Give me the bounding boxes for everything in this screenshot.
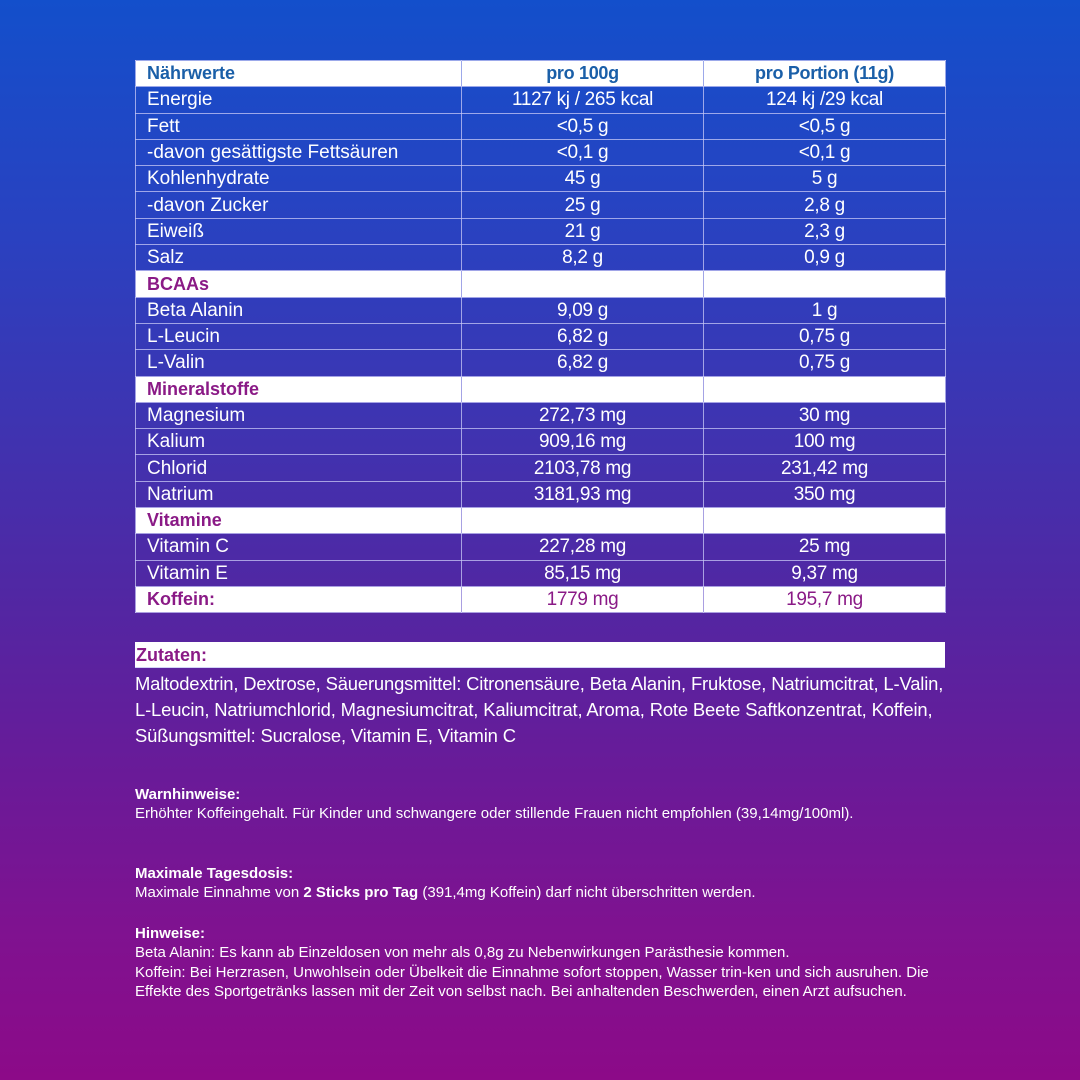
value-per-portion: 0,75 g xyxy=(704,350,946,376)
section-title: BCAAs xyxy=(136,271,462,297)
value-per-100g: 6,82 g xyxy=(462,323,704,349)
table-row xyxy=(136,402,946,428)
caffeine-row xyxy=(136,586,946,612)
nutrient-label: L-Valin xyxy=(136,350,462,376)
value-per-portion: <0,5 g xyxy=(704,113,946,139)
value-per-portion: 0,75 g xyxy=(704,323,946,349)
value-per-100g: <0,1 g xyxy=(462,139,704,165)
table-row xyxy=(136,481,946,507)
table-row xyxy=(136,139,946,165)
section-title: Mineralstoffe xyxy=(136,376,462,402)
table-row xyxy=(136,297,946,323)
value-per-100g: <0,5 g xyxy=(462,113,704,139)
ingredients-heading: Zutaten: xyxy=(135,642,945,668)
empty-cell xyxy=(704,508,946,534)
value-per-portion: 5 g xyxy=(704,166,946,192)
notes-heading: Hinweise: xyxy=(135,925,206,942)
value-per-100g: 1127 kj / 265 kcal xyxy=(462,87,704,113)
value-per-100g: 909,16 mg xyxy=(462,429,704,455)
nutrient-label: Magnesium xyxy=(136,402,462,428)
table-row xyxy=(136,455,946,481)
empty-cell xyxy=(462,508,704,534)
empty-cell xyxy=(462,376,704,402)
header-per-portion: pro Portion (11g) xyxy=(704,61,946,87)
value-per-portion: <0,1 g xyxy=(704,139,946,165)
nutrient-label: Kalium xyxy=(136,429,462,455)
max-dose-text-after: (391,4mg Koffein) darf nicht überschritten werden. xyxy=(418,884,756,901)
nutrient-label: Natrium xyxy=(136,481,462,507)
nutrient-label: -davon gesättigste Fettsäuren xyxy=(136,139,462,165)
table-row xyxy=(136,350,946,376)
max-dose-text-bold: 2 Sticks pro Tag xyxy=(303,884,419,901)
caffeine-per-portion: 195,7 mg xyxy=(704,586,946,612)
table-row xyxy=(136,166,946,192)
table-row xyxy=(136,534,946,560)
table-row xyxy=(136,113,946,139)
table-row xyxy=(136,429,946,455)
nutrient-label: Salz xyxy=(136,245,462,271)
nutrient-label: Chlorid xyxy=(136,455,462,481)
table-row xyxy=(136,323,946,349)
table-row xyxy=(136,87,946,113)
value-per-100g: 227,28 mg xyxy=(462,534,704,560)
header-label: Nährwerte xyxy=(136,61,462,87)
value-per-portion: 0,9 g xyxy=(704,245,946,271)
value-per-portion: 2,3 g xyxy=(704,218,946,244)
nutrition-table xyxy=(135,60,946,613)
value-per-100g: 45 g xyxy=(462,166,704,192)
value-per-portion: 1 g xyxy=(704,297,946,323)
value-per-100g: 3181,93 mg xyxy=(462,481,704,507)
table-row xyxy=(136,192,946,218)
value-per-portion: 9,37 mg xyxy=(704,560,946,586)
nutrient-label: Beta Alanin xyxy=(136,297,462,323)
value-per-portion: 350 mg xyxy=(704,481,946,507)
empty-cell xyxy=(704,271,946,297)
nutrient-label: Vitamin E xyxy=(136,560,462,586)
nutrient-label: Energie xyxy=(136,87,462,113)
nutrient-label: Vitamin C xyxy=(136,534,462,560)
value-per-100g: 25 g xyxy=(462,192,704,218)
section-header-bcaas xyxy=(136,271,946,297)
value-per-portion: 231,42 mg xyxy=(704,455,946,481)
nutrient-label: Eiweiß xyxy=(136,218,462,244)
nutrition-facts-panel xyxy=(135,60,945,613)
table-header-row xyxy=(136,61,946,87)
notes-koffein: Koffein: Bei Herzrasen, Unwohlsein oder Übelkeit die Einnahme sofort stoppen, Wasser trin-ken und sich ausruhen. Die Effekte des Sportgetränks lassen mit der Zeit von selbst nach. Bei anhaltenden Beschwerden, einen Arzt aufsuchen. xyxy=(135,963,929,1000)
section-header-vitamins xyxy=(136,508,946,534)
nutrient-label: Kohlenhydrate xyxy=(136,166,462,192)
max-dose-section xyxy=(135,864,945,903)
notes-beta-alanin: Beta Alanin: Es kann ab Einzeldosen von mehr als 0,8g zu Nebenwirkungen Parästhesie kommen. xyxy=(135,944,790,961)
section-title: Vitamine xyxy=(136,508,462,534)
warnings-section xyxy=(135,785,945,824)
nutrient-label: -davon Zucker xyxy=(136,192,462,218)
value-per-portion: 100 mg xyxy=(704,429,946,455)
empty-cell xyxy=(462,271,704,297)
caffeine-label: Koffein: xyxy=(136,586,462,612)
section-header-minerals xyxy=(136,376,946,402)
value-per-portion: 2,8 g xyxy=(704,192,946,218)
notes-section xyxy=(135,924,945,1002)
value-per-portion: 30 mg xyxy=(704,402,946,428)
value-per-portion: 124 kj /29 kcal xyxy=(704,87,946,113)
max-dose-heading: Maximale Tagesdosis: xyxy=(135,865,294,882)
value-per-portion: 25 mg xyxy=(704,534,946,560)
value-per-100g: 6,82 g xyxy=(462,350,704,376)
warnings-heading: Warnhinweise: xyxy=(135,786,241,803)
table-row xyxy=(136,218,946,244)
value-per-100g: 85,15 mg xyxy=(462,560,704,586)
table-row xyxy=(136,560,946,586)
value-per-100g: 8,2 g xyxy=(462,245,704,271)
ingredients-text: Maltodextrin, Dextrose, Säuerungsmittel: Citronensäure, Beta Alanin, Fruktose, Natriumcitrat, L-Valin, L-Leucin, Natriumchlorid, Magnesiumcitrat, Kaliumcitrat, Aroma, Rote Beete Saftkonzentrat, Koffein, Süßungsmittel: Sucralose, Vitamin E, Vitamin C xyxy=(135,673,944,746)
header-per-100g: pro 100g xyxy=(462,61,704,87)
nutrient-label: Fett xyxy=(136,113,462,139)
value-per-100g: 21 g xyxy=(462,218,704,244)
max-dose-text-before: Maximale Einnahme von xyxy=(135,884,304,901)
value-per-100g: 272,73 mg xyxy=(462,402,704,428)
table-row xyxy=(136,245,946,271)
nutrient-label: L-Leucin xyxy=(136,323,462,349)
value-per-100g: 2103,78 mg xyxy=(462,455,704,481)
value-per-100g: 9,09 g xyxy=(462,297,704,323)
caffeine-per-100g: 1779 mg xyxy=(462,586,704,612)
warnings-text: Erhöhter Koffeingehalt. Für Kinder und schwangere oder stillende Frauen nicht empfohlen (39,14mg/100ml). xyxy=(135,805,854,822)
empty-cell xyxy=(704,376,946,402)
max-dose-text xyxy=(135,883,945,903)
